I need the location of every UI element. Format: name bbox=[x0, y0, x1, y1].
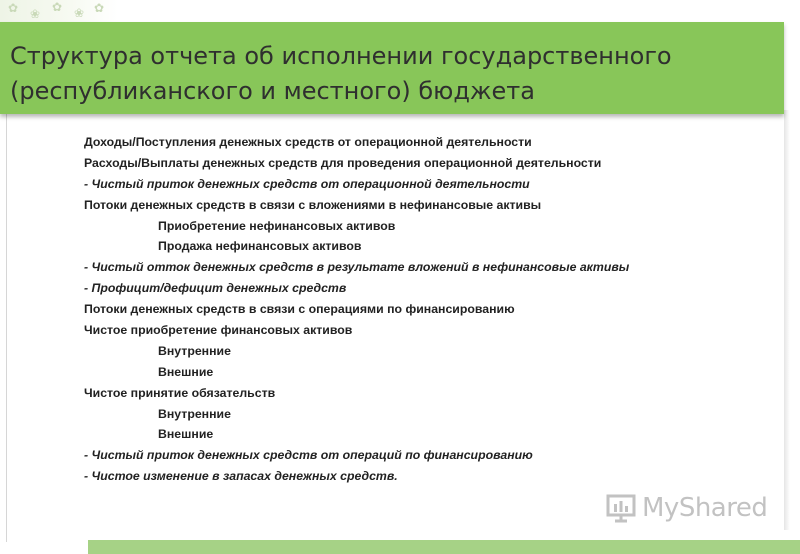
presentation-board-icon bbox=[606, 493, 636, 523]
list-item: Внутренние bbox=[158, 343, 231, 358]
watermark-text: MyShared bbox=[642, 493, 768, 523]
list-item: Потоки денежных средств в связи с операциями по финансированию bbox=[84, 302, 515, 317]
list-item: - Чистый отток денежных средств в результате вложений в нефинансовые активы bbox=[84, 260, 630, 275]
list-item: Приобретение нефинансовых активов bbox=[158, 218, 396, 233]
title-band bbox=[0, 22, 784, 114]
list-item: Потоки денежных средств в связи с вложениями в нефинансовые активы bbox=[84, 197, 542, 212]
list-item: - Чистый приток денежных средств от операций по финансированию bbox=[84, 448, 533, 463]
list-item: Продажа нефинансовых активов bbox=[158, 239, 362, 254]
list-item: Расходы/Выплаты денежных средств для проведения операционной деятельности bbox=[84, 155, 602, 170]
myshared-watermark bbox=[606, 490, 767, 526]
top-decoration: ✿ ❀ ✿ ❀ ✿ bbox=[0, 0, 118, 24]
report-structure-list bbox=[84, 132, 784, 487]
list-item: Внешние bbox=[158, 427, 214, 442]
list-item: Внешние bbox=[158, 364, 214, 379]
bottom-band bbox=[88, 540, 800, 554]
list-item: Доходы/Поступления денежных средств от операционной деятельности bbox=[84, 135, 532, 149]
list-item: Чистое принятие обязательств bbox=[84, 385, 276, 400]
slide-title: Структура отчета об исполнении государственного (республиканского и местного) бюджета bbox=[10, 42, 672, 105]
right-shadow bbox=[784, 110, 790, 530]
list-item: - Чистое изменение в запасах денежных средств. bbox=[84, 469, 398, 484]
list-item: Чистое приобретение финансовых активов bbox=[84, 323, 353, 338]
list-item: - Профицит/дефицит денежных средств bbox=[84, 281, 347, 296]
list-item: Внутренние bbox=[158, 406, 231, 421]
list-item: - Чистый приток денежных средств от операционной деятельности bbox=[84, 176, 530, 191]
